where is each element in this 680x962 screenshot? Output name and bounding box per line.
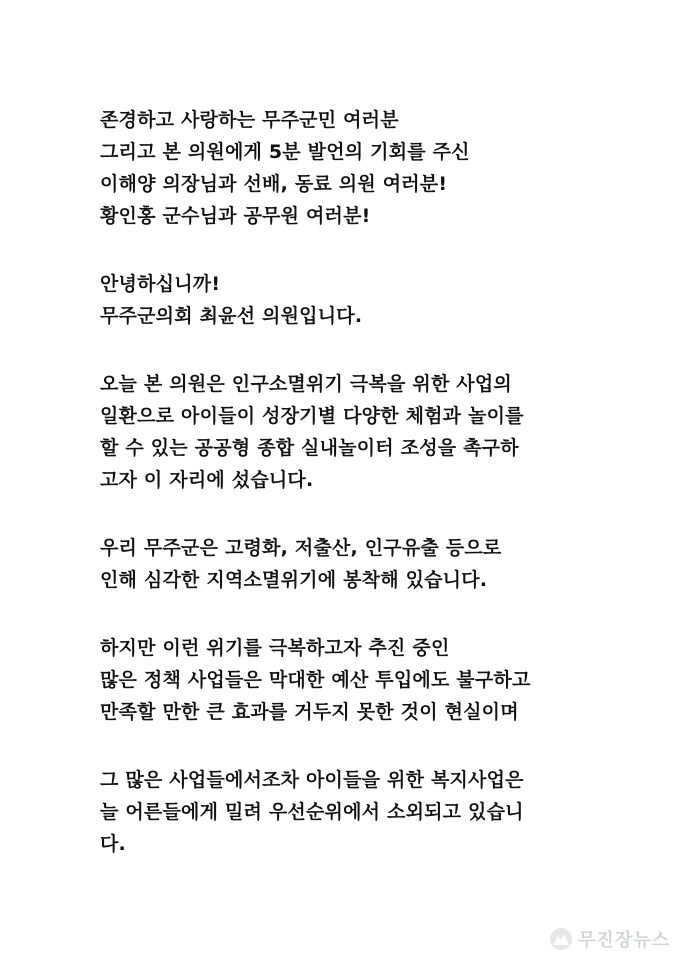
- text-line: 황인홍 군수님과 공무원 여러분!: [100, 205, 371, 227]
- speech-text: [100, 104, 600, 860]
- text-line: 일환으로 아이들이 성장기별 다양한 체험과 놀이를: [100, 405, 524, 427]
- paragraph-greeting: [100, 104, 600, 232]
- paragraph-spacer: [100, 332, 600, 368]
- text-line: 고자 이 자리에 섰습니다.: [100, 469, 314, 491]
- text-line: 그리고 본 의원에게 5분 발언의 기회를 주신: [100, 141, 470, 163]
- text-line: 오늘 본 의원은 인구소멸위기 극복을 위한 사업의: [100, 373, 512, 395]
- paragraph-spacer: [100, 596, 600, 632]
- text-line: 우리 무주군은 고령화, 저출산, 인구유출 등으로: [100, 537, 502, 559]
- text-line: 이해양 의장님과 선배, 동료 의원 여러분!: [100, 173, 448, 195]
- paragraph-policy: [100, 632, 600, 728]
- paragraph-spacer: [100, 232, 600, 268]
- watermark-text: 무진장뉴스: [578, 930, 670, 951]
- text-line: 무주군의회 최윤선 의원입니다.: [100, 305, 363, 327]
- paragraph-welfare: [100, 764, 600, 860]
- paragraph-spacer: [100, 496, 600, 532]
- paragraph-situation: [100, 532, 600, 596]
- text-line: 다.: [100, 833, 126, 855]
- text-line: 안녕하십니까!: [100, 273, 221, 295]
- paragraph-introduction: [100, 268, 600, 332]
- text-line: 그 많은 사업들에서조차 아이들을 위한 복지사업은: [100, 769, 524, 791]
- text-line: 만족할 만한 큰 효과를 거두지 못한 것이 현실이며: [100, 701, 519, 723]
- paragraph-spacer: [100, 728, 600, 764]
- text-line: 많은 정책 사업들은 막대한 예산 투입에도 불구하고: [100, 669, 531, 691]
- paragraph-purpose: [100, 368, 600, 496]
- mountain-logo-icon: [550, 928, 572, 950]
- text-line: 인해 심각한 지역소멸위기에 봉착해 있습니다.: [100, 569, 488, 591]
- text-line: 하지만 이런 위기를 극복하고자 추진 중인: [100, 637, 450, 659]
- text-line: 할 수 있는 공공형 종합 실내놀이터 조성을 촉구하: [100, 437, 519, 459]
- text-line: 존경하고 사랑하는 무주군민 여러분: [100, 109, 399, 131]
- text-line: 늘 어른들에게 밀려 우선순위에서 소외되고 있습니: [100, 801, 524, 823]
- news-watermark: [550, 926, 670, 952]
